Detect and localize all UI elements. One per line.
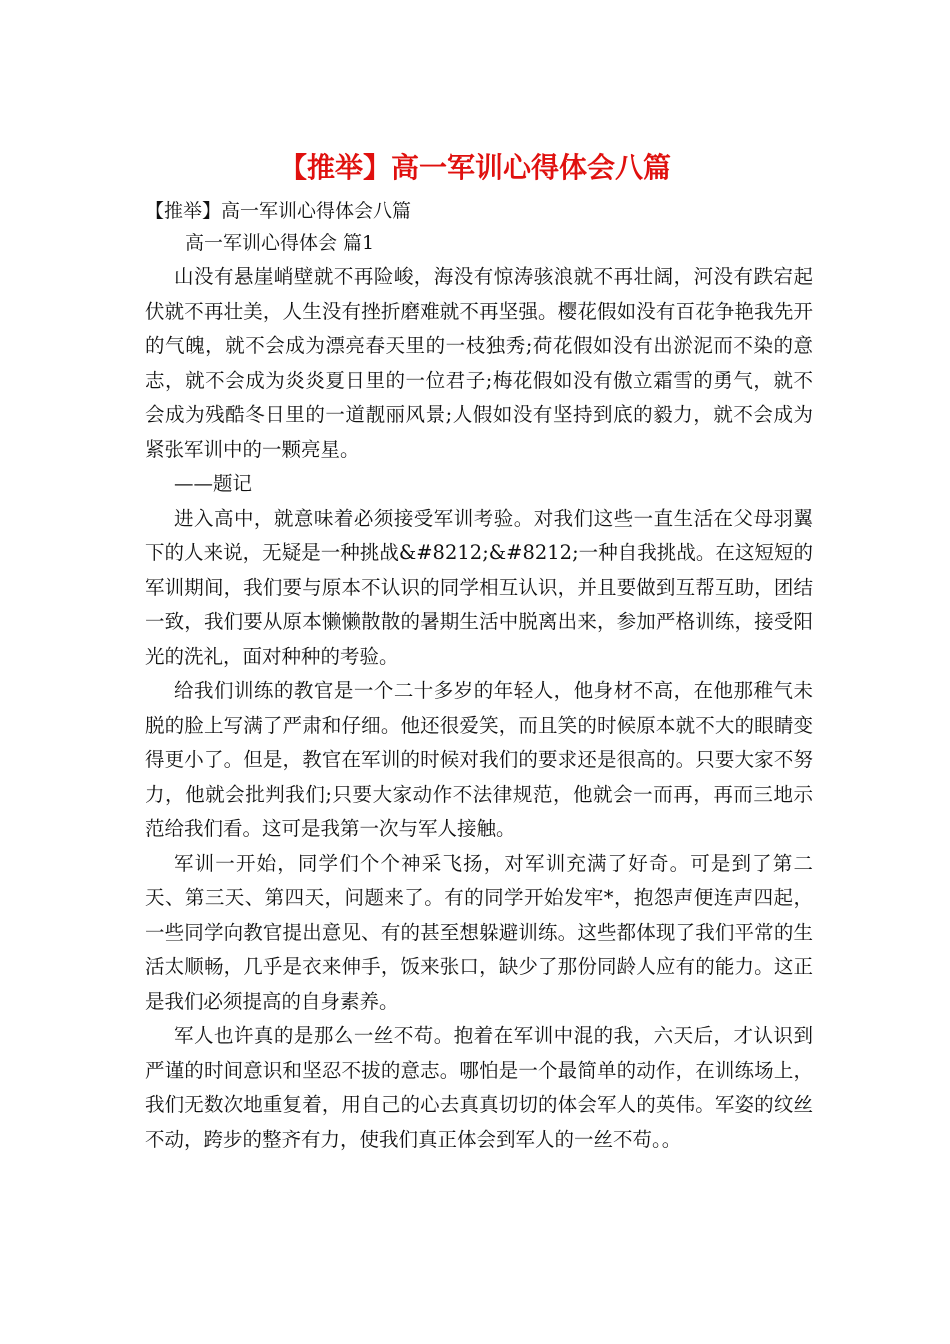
epigraph-attribution: ——题记 xyxy=(174,472,253,495)
paragraph: 山没有悬崖峭壁就不再险峻，海没有惊涛骇浪就不再壮阔，河没有跌宕起伏就不再壮美，人生没有挫折磨难就不再坚强。樱花假如没有百花争艳我先开的气魄，就不会成为漂亮春天里的一枝独秀;荷花假如没有出淤泥而不染的意志，就不会成为炎炎夏日里的一位君子;梅花假如没有傲立霜雪的勇气，就不会成为残酷冬日里的一道靓丽风景;人假如没有坚持到底的毅力，就不会成为紧张军训中的一颗亮星。 xyxy=(145,265,813,461)
paragraph: 进入高中，就意味着必须接受军训考验。对我们这些一直生活在父母羽翼下的人来说，无疑是一种挑战&#8212;&#8212;一种自我挑战。在这短短的军训期间，我们要与原本不认识的同学相互认识，并且要做到互帮互助，团结一致，我们要从原本懒懒散散的暑期生活中脱离出来，参加严格训练，接受阳光的洗礼，面对种种的考验。 xyxy=(145,506,813,668)
paragraph: 军训一开始，同学们个个神采飞扬，对军训充满了好奇。可是到了第二天、第三天、第四天，问题来了。有的同学开始发牢*，抱怨声便连声四起，一些同学向教官提出意见、有的甚至想躲避训练。这些都体现了我们平常的生活太顺畅，几乎是衣来伸手，饭来张口，缺少了那份同龄人应有的能力。这正是我们必须提高的自身素养。 xyxy=(145,851,813,1013)
document-subtitle: 【推举】高一军训心得体会八篇 xyxy=(145,200,412,222)
document-title: 【推举】高一军训心得体会八篇 xyxy=(278,151,671,184)
paragraph: 军人也许真的是那么一丝不苟。抱着在军训中混的我，六天后，才认识到严谨的时间意识和坚忍不拔的意志。哪怕是一个最简单的动作，在训练场上，我们无数次地重复着，用自己的心去真真切切的体会军人的英伟。军姿的纹丝不动，跨步的整齐有力，使我们真正体会到军人的一丝不苟。。 xyxy=(145,1024,813,1151)
paragraph: 给我们训练的教官是一个二十多岁的年轻人，他身材不高，在他那稚气未脱的脸上写满了严肃和仔细。他还很爱笑，而且笑的时候原本就不大的眼睛变得更小了。但是，教官在军训的时候对我们的要求还是很高的。只要大家不努力，他就会批判我们;只要大家动作不法律规范，他就会一而再，再而三地示范给我们看。这可是我第一次与军人接触。 xyxy=(145,679,813,840)
section-heading: 高一军训心得体会 篇1 xyxy=(185,232,375,254)
document-body xyxy=(145,196,813,1157)
